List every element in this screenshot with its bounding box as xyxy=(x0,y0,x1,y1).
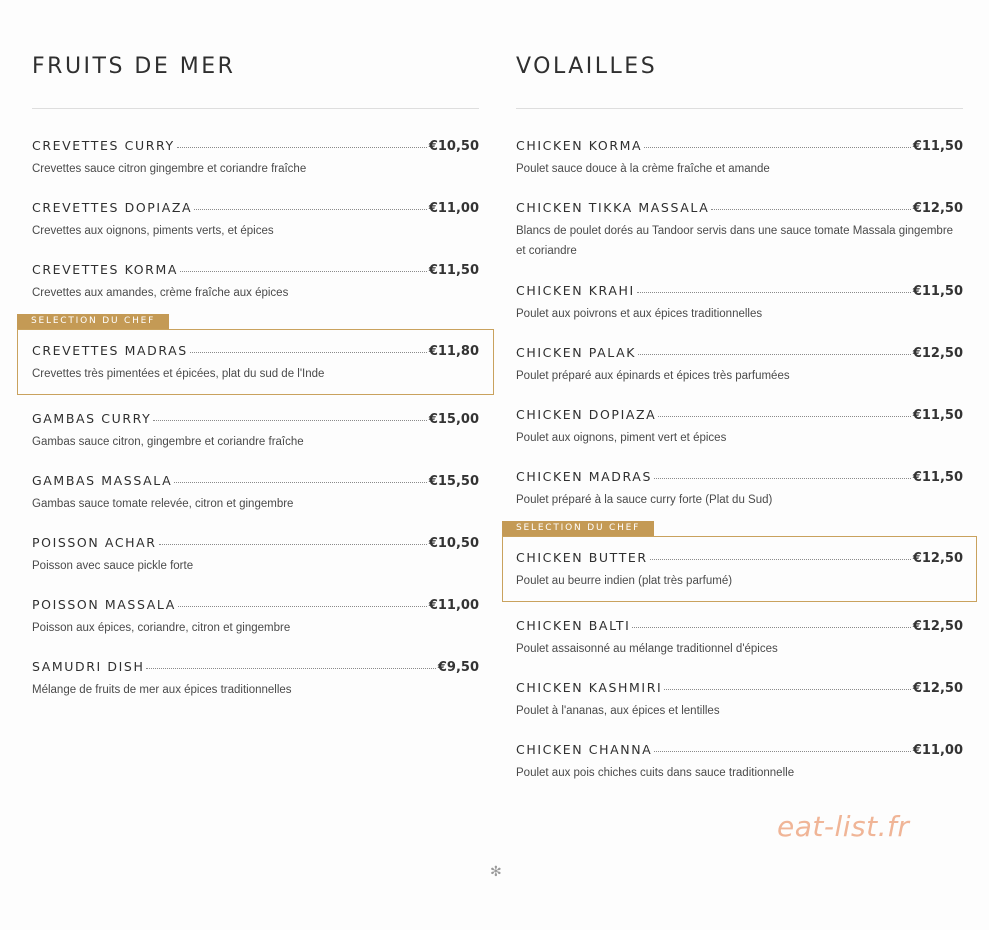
menu-item xyxy=(32,659,479,700)
section-divider xyxy=(32,108,479,109)
menu-item xyxy=(32,138,479,179)
menu-item xyxy=(516,407,963,448)
item-description: Poulet aux oignons, piment vert et épices xyxy=(516,432,727,444)
item-price: €12,50 xyxy=(912,346,963,361)
dot-leader xyxy=(658,416,911,417)
item-description: Crevettes aux oignons, piments verts, et épices xyxy=(32,225,274,237)
item-name: CHICKEN CHANNA xyxy=(516,742,653,757)
item-description: Poulet préparé aux épinards et épices très parfumées xyxy=(516,370,790,382)
item-description: Mélange de fruits de mer aux épices traditionnelles xyxy=(32,684,292,696)
menu-item xyxy=(32,597,479,638)
item-price: €12,50 xyxy=(912,681,963,696)
item-name: GAMBAS MASSALA xyxy=(32,473,173,488)
item-price: €15,00 xyxy=(428,412,479,427)
item-description: Poisson avec sauce pickle forte xyxy=(32,560,194,572)
menu-item-chef-selection xyxy=(516,550,963,591)
item-name: CREVETTES MADRAS xyxy=(32,343,188,358)
item-description: Poulet sauce douce à la crème fraîche et amande xyxy=(516,163,770,175)
item-price: €9,50 xyxy=(437,660,479,675)
menu-item xyxy=(516,345,963,386)
item-name: CHICKEN DOPIAZA xyxy=(516,407,657,422)
item-description: Poulet aux pois chiches cuits dans sauce traditionnelle xyxy=(516,767,795,779)
dot-leader xyxy=(664,689,911,690)
section-title-volailles: VOLAILLES xyxy=(516,54,658,79)
dot-leader xyxy=(632,627,910,628)
item-name: CHICKEN PALAK xyxy=(516,345,637,360)
item-name: SAMUDRI DISH xyxy=(32,659,145,674)
item-price: €15,50 xyxy=(428,474,479,489)
item-name: CHICKEN KRAHI xyxy=(516,283,635,298)
dot-leader xyxy=(637,292,911,293)
dot-leader xyxy=(146,668,435,669)
item-description: Poulet au beurre indien (plat très parfumé) xyxy=(516,575,733,587)
dot-leader xyxy=(153,420,426,421)
item-name: CREVETTES KORMA xyxy=(32,262,178,277)
item-name: CREVETTES DOPIAZA xyxy=(32,200,193,215)
item-price: €11,00 xyxy=(912,743,963,758)
menu-item-chef-selection xyxy=(32,343,479,384)
asterisk-ornament-icon: ✻ xyxy=(490,864,502,880)
item-description: Poisson aux épices, coriandre, citron et gingembre xyxy=(32,622,291,634)
dot-leader xyxy=(638,354,911,355)
item-price: €11,80 xyxy=(428,344,479,359)
item-price: €11,50 xyxy=(428,263,479,278)
menu-item xyxy=(32,200,479,241)
item-price: €11,50 xyxy=(912,408,963,423)
dot-leader xyxy=(650,559,911,560)
item-description: Gambas sauce citron, gingembre et coriandre fraîche xyxy=(32,436,304,448)
item-description: Poulet à l'ananas, aux épices et lentilles xyxy=(516,705,720,717)
dot-leader xyxy=(190,352,427,353)
item-name: CHICKEN BUTTER xyxy=(516,550,648,565)
item-price: €10,50 xyxy=(428,139,479,154)
dot-leader xyxy=(644,147,911,148)
menu-item xyxy=(516,618,963,659)
item-price: €10,50 xyxy=(428,536,479,551)
item-price: €11,50 xyxy=(912,470,963,485)
menu-item xyxy=(516,742,963,783)
item-description: Blancs de poulet dorés au Tandoor servis dans une sauce tomate Massala gingembre et coriandre xyxy=(516,225,954,257)
item-name: CHICKEN KASHMIRI xyxy=(516,680,663,695)
dot-leader xyxy=(178,606,427,607)
dot-leader xyxy=(177,147,427,148)
section-title-fruits-de-mer: FRUITS DE MER xyxy=(32,54,236,79)
dot-leader xyxy=(180,271,427,272)
chef-selection-badge: SELECTION DU CHEF xyxy=(502,521,654,536)
item-description: Crevettes aux amandes, crème fraîche aux épices xyxy=(32,287,289,299)
menu-item xyxy=(516,283,963,324)
item-name: POISSON MASSALA xyxy=(32,597,176,612)
item-price: €11,00 xyxy=(428,598,479,613)
item-name: CHICKEN BALTI xyxy=(516,618,631,633)
menu-item xyxy=(516,680,963,721)
dot-leader xyxy=(654,478,911,479)
section-divider xyxy=(516,108,963,109)
menu-item xyxy=(32,411,479,452)
dot-leader xyxy=(159,544,427,545)
item-description: Crevettes très pimentées et épicées, plat du sud de l'Inde xyxy=(32,368,325,380)
menu-item xyxy=(516,200,963,261)
menu-item xyxy=(32,473,479,514)
item-name: CHICKEN TIKKA MASSALA xyxy=(516,200,710,215)
item-description: Poulet préparé à la sauce curry forte (Plat du Sud) xyxy=(516,494,773,506)
dot-leader xyxy=(194,209,427,210)
item-description: Poulet aux poivrons et aux épices traditionnelles xyxy=(516,308,763,320)
item-price: €11,00 xyxy=(428,201,479,216)
item-name: GAMBAS CURRY xyxy=(32,411,152,426)
item-description: Crevettes sauce citron gingembre et coriandre fraîche xyxy=(32,163,307,175)
item-price: €12,50 xyxy=(912,201,963,216)
menu-item xyxy=(516,138,963,179)
item-price: €11,50 xyxy=(912,139,963,154)
menu-item xyxy=(516,469,963,510)
item-price: €11,50 xyxy=(912,284,963,299)
dot-leader xyxy=(711,209,910,210)
item-name: POISSON ACHAR xyxy=(32,535,157,550)
item-name: CHICKEN KORMA xyxy=(516,138,643,153)
watermark-logo: eat-list.fr xyxy=(777,810,910,843)
item-description: Gambas sauce tomate relevée, citron et gingembre xyxy=(32,498,294,510)
chef-selection-badge: SELECTION DU CHEF xyxy=(17,314,169,329)
item-description: Poulet assaisonné au mélange traditionnel d'épices xyxy=(516,643,778,655)
menu-item xyxy=(32,535,479,576)
item-name: CREVETTES CURRY xyxy=(32,138,175,153)
menu-item xyxy=(32,262,479,303)
item-name: CHICKEN MADRAS xyxy=(516,469,652,484)
dot-leader xyxy=(654,751,911,752)
dot-leader xyxy=(174,482,427,483)
item-price: €12,50 xyxy=(912,551,963,566)
item-price: €12,50 xyxy=(912,619,963,634)
